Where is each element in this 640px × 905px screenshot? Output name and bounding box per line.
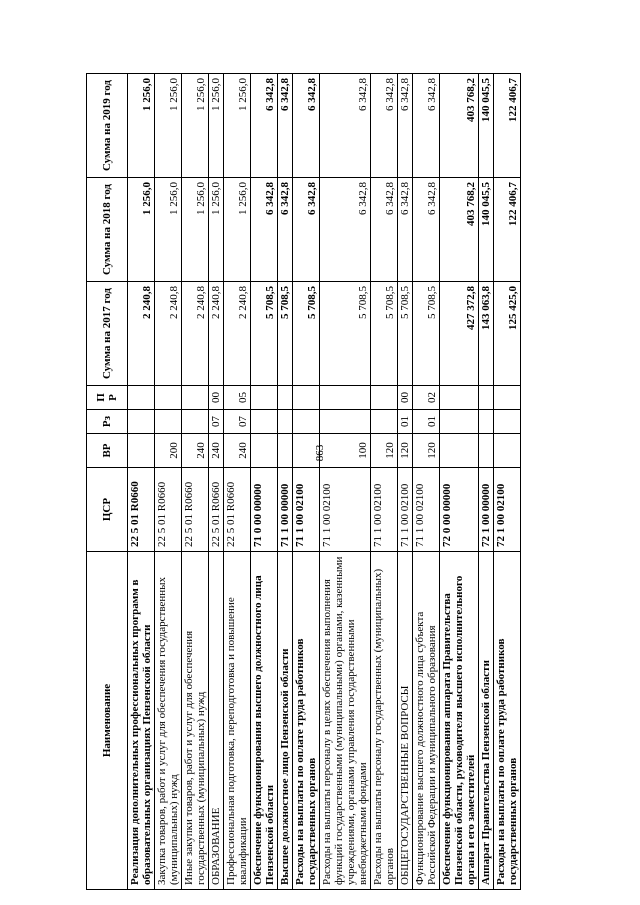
cell-name: Высшее должностное лицо Пензенской области xyxy=(278,552,293,890)
cell-rz xyxy=(371,410,398,434)
header-rz: Рз xyxy=(87,410,128,434)
cell-pr: 00 xyxy=(398,386,413,410)
cell-vr: 120 xyxy=(398,434,413,468)
table-row xyxy=(224,74,251,890)
cell-name: Расходы на выплаты персоналу государственных (муниципальных) органов xyxy=(371,552,398,890)
cell-csr: 71 1 00 02100 xyxy=(293,468,320,552)
cell-csr: 71 1 00 02100 xyxy=(320,468,371,552)
cell-pr xyxy=(440,386,479,410)
cell-s2017: 5 708,5 xyxy=(398,282,413,386)
header-name: Наименование xyxy=(87,552,128,890)
table-row xyxy=(413,74,440,890)
cell-s2019: 6 342,8 xyxy=(278,74,293,178)
cell-s2017: 125 425,0 xyxy=(494,282,521,386)
table-row xyxy=(251,74,278,890)
header-sum-2018: Сумма на 2018 год xyxy=(87,178,128,282)
cell-s2018: 1 256,0 xyxy=(209,178,224,282)
cell-csr: 22 5 01 R0660 xyxy=(209,468,224,552)
cell-csr: 22 5 01 R0660 xyxy=(128,468,155,552)
cell-rz xyxy=(251,410,278,434)
cell-s2019: 1 256,0 xyxy=(182,74,209,178)
cell-name: Обеспечение функционирования аппарата Правительства Пензенской области, руководителя высшего исполнительного органа и его заместителей xyxy=(440,552,479,890)
cell-s2019: 403 768,2 xyxy=(440,74,479,178)
cell-name: Закупка товаров, работ и услуг для обеспечения государственных (муниципальных) нужд xyxy=(155,552,182,890)
cell-s2017: 5 708,5 xyxy=(251,282,278,386)
cell-pr xyxy=(278,386,293,410)
header-vr: ВР xyxy=(87,434,128,468)
cell-rz: 07 xyxy=(224,410,251,434)
cell-pr: 05 xyxy=(224,386,251,410)
cell-pr: 00 xyxy=(209,386,224,410)
cell-s2018: 1 256,0 xyxy=(155,178,182,282)
cell-vr xyxy=(128,434,155,468)
cell-pr xyxy=(494,386,521,410)
header-row xyxy=(87,74,128,890)
table-row xyxy=(155,74,182,890)
cell-rz: 07 xyxy=(209,410,224,434)
cell-vr: 100 xyxy=(320,434,371,468)
cell-vr: 120 xyxy=(413,434,440,468)
cell-name: Реализация дополнительных профессиональных программ в образовательных организациях Пензенской области xyxy=(128,552,155,890)
table-row xyxy=(440,74,479,890)
cell-vr: 240 xyxy=(182,434,209,468)
table-row xyxy=(494,74,521,890)
cell-s2018: 6 342,8 xyxy=(278,178,293,282)
table-row xyxy=(293,74,320,890)
table-row xyxy=(209,74,224,890)
cell-csr: 71 1 00 02100 xyxy=(371,468,398,552)
cell-rz xyxy=(479,410,494,434)
cell-s2017: 2 240,8 xyxy=(182,282,209,386)
cell-s2017: 5 708,5 xyxy=(320,282,371,386)
cell-rz xyxy=(128,410,155,434)
cell-s2019: 6 342,8 xyxy=(320,74,371,178)
cell-vr xyxy=(440,434,479,468)
cell-s2019: 122 406,7 xyxy=(494,74,521,178)
cell-s2018: 1 256,0 xyxy=(182,178,209,282)
cell-s2018: 6 342,8 xyxy=(398,178,413,282)
cell-csr: 72 1 00 00000 xyxy=(479,468,494,552)
cell-s2019: 6 342,8 xyxy=(293,74,320,178)
cell-name: Иные закупки товаров, работ и услуг для обеспечения государственных (муниципальных) нужд xyxy=(182,552,209,890)
header-sum-2019: Сумма на 2019 год xyxy=(87,74,128,178)
cell-s2019: 6 342,8 xyxy=(251,74,278,178)
cell-vr xyxy=(293,434,320,468)
cell-s2019: 1 256,0 xyxy=(155,74,182,178)
table-row xyxy=(278,74,293,890)
cell-s2017: 2 240,8 xyxy=(224,282,251,386)
cell-pr xyxy=(182,386,209,410)
cell-vr: 120 xyxy=(371,434,398,468)
cell-vr xyxy=(494,434,521,468)
cell-rz: 01 xyxy=(413,410,440,434)
cell-s2017: 2 240,8 xyxy=(209,282,224,386)
cell-name: ОБЩЕГОСУДАРСТВЕННЫЕ ВОПРОСЫ xyxy=(398,552,413,890)
cell-s2017: 143 063,8 xyxy=(479,282,494,386)
cell-csr: 72 0 00 00000 xyxy=(440,468,479,552)
cell-s2018: 122 406,7 xyxy=(494,178,521,282)
budget-table xyxy=(86,73,521,890)
cell-vr xyxy=(278,434,293,468)
cell-name: Расходы на выплаты по оплате труда работников государственных органов xyxy=(494,552,521,890)
cell-vr: 240 xyxy=(209,434,224,468)
cell-s2017: 2 240,8 xyxy=(128,282,155,386)
page-number: 863 xyxy=(314,444,326,462)
cell-name: Расходы на выплаты по оплате труда работников государственных органов xyxy=(293,552,320,890)
cell-s2017: 5 708,5 xyxy=(278,282,293,386)
table-row xyxy=(320,74,371,890)
cell-s2017: 2 240,8 xyxy=(155,282,182,386)
cell-pr: 02 xyxy=(413,386,440,410)
cell-rz xyxy=(182,410,209,434)
cell-s2019: 1 256,0 xyxy=(128,74,155,178)
cell-s2018: 140 045,5 xyxy=(479,178,494,282)
cell-s2018: 6 342,8 xyxy=(371,178,398,282)
cell-pr xyxy=(251,386,278,410)
cell-s2017: 5 708,5 xyxy=(413,282,440,386)
cell-pr xyxy=(128,386,155,410)
cell-csr: 71 1 00 00000 xyxy=(278,468,293,552)
cell-s2019: 140 045,5 xyxy=(479,74,494,178)
table-rotated-wrapper xyxy=(86,74,531,890)
cell-pr xyxy=(371,386,398,410)
table-row xyxy=(479,74,494,890)
cell-rz xyxy=(278,410,293,434)
cell-s2017: 427 372,8 xyxy=(440,282,479,386)
cell-rz xyxy=(494,410,521,434)
table-row xyxy=(371,74,398,890)
cell-s2019: 1 256,0 xyxy=(224,74,251,178)
cell-s2019: 6 342,8 xyxy=(398,74,413,178)
cell-s2019: 1 256,0 xyxy=(209,74,224,178)
cell-name: Функционирование высшего должностного лица субъекта Российской Федерации и муниципального образования xyxy=(413,552,440,890)
cell-s2018: 1 256,0 xyxy=(128,178,155,282)
header-sum-2017: Сумма на 2017 год xyxy=(87,282,128,386)
cell-name: Обеспечение функционирования высшего должностного лица Пензенской области xyxy=(251,552,278,890)
cell-pr xyxy=(155,386,182,410)
cell-vr: 200 xyxy=(155,434,182,468)
cell-pr xyxy=(320,386,371,410)
cell-csr: 22 5 01 R0660 xyxy=(155,468,182,552)
cell-rz xyxy=(320,410,371,434)
cell-vr: 240 xyxy=(224,434,251,468)
cell-s2017: 5 708,5 xyxy=(293,282,320,386)
cell-csr: 71 1 00 02100 xyxy=(398,468,413,552)
cell-vr xyxy=(479,434,494,468)
table-row xyxy=(398,74,413,890)
cell-s2018: 6 342,8 xyxy=(413,178,440,282)
cell-s2018: 403 768,2 xyxy=(440,178,479,282)
cell-s2019: 6 342,8 xyxy=(413,74,440,178)
cell-s2018: 6 342,8 xyxy=(293,178,320,282)
cell-csr: 22 5 01 R0660 xyxy=(224,468,251,552)
cell-name: Аппарат Правительства Пензенской области xyxy=(479,552,494,890)
header-csr: ЦСР xyxy=(87,468,128,552)
cell-s2018: 1 256,0 xyxy=(224,178,251,282)
header-pr: ПР xyxy=(87,386,128,410)
cell-csr: 71 1 00 02100 xyxy=(413,468,440,552)
cell-rz xyxy=(293,410,320,434)
cell-name: Профессиональная подготовка, переподготовка и повышение квалификации xyxy=(224,552,251,890)
table-row xyxy=(182,74,209,890)
cell-name: ОБРАЗОВАНИЕ xyxy=(209,552,224,890)
cell-rz xyxy=(440,410,479,434)
cell-s2018: 6 342,8 xyxy=(320,178,371,282)
cell-s2018: 6 342,8 xyxy=(251,178,278,282)
cell-s2017: 5 708,5 xyxy=(371,282,398,386)
cell-vr xyxy=(251,434,278,468)
cell-csr: 72 1 00 02100 xyxy=(494,468,521,552)
cell-s2019: 6 342,8 xyxy=(371,74,398,178)
cell-pr xyxy=(293,386,320,410)
cell-csr: 71 0 00 00000 xyxy=(251,468,278,552)
cell-rz xyxy=(155,410,182,434)
cell-rz: 01 xyxy=(398,410,413,434)
cell-csr: 22 5 01 R0660 xyxy=(182,468,209,552)
table-row xyxy=(128,74,155,890)
cell-name: Расходы на выплаты персоналу в целях обеспечения выполнения функций государственными (муниципальными) органами, казенными учреждениями, органами управления государственными внебюджетными фондами xyxy=(320,552,371,890)
cell-pr xyxy=(479,386,494,410)
